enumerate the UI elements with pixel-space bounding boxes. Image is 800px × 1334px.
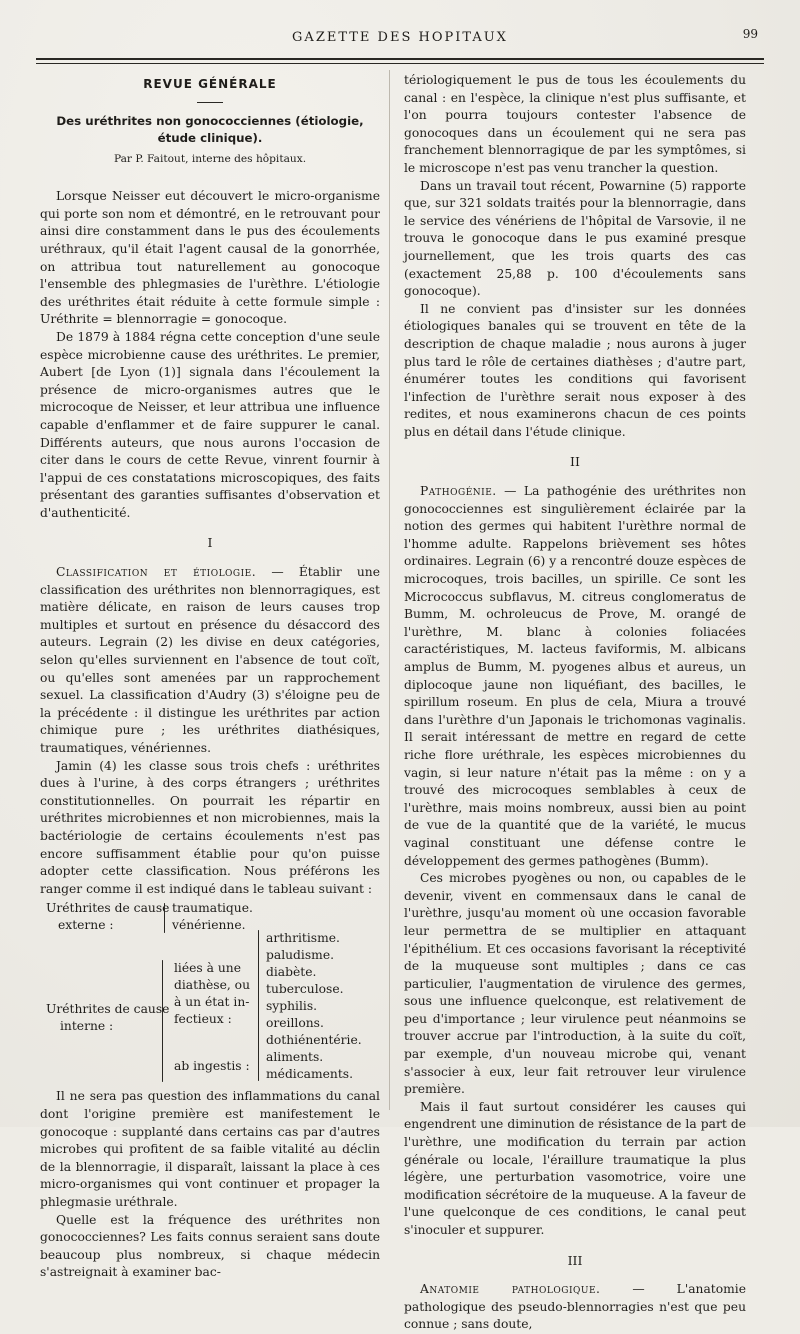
left-column bbox=[40, 72, 380, 1282]
paragraph-text: — L'anatomie pathologique des pseudo-blennorragies n'est que peu connue ; sans doute, bbox=[404, 1282, 746, 1332]
paragraph: Dans un travail tout récent, Powarnine (5) rapporte que, sur 321 soldats traités pour la blennorragie, dans le service des vénériens de l'hôpital de Varsovie, il ne trouva le gonocoque dans le pus examiné presque journellement, que les trois quarts des cas (exactement 25,88 p. 100 d'écoulements sans gonocoque). bbox=[404, 178, 746, 299]
table-item: paludisme. bbox=[266, 948, 335, 963]
section-number: II bbox=[570, 454, 580, 470]
header-rule bbox=[36, 58, 764, 60]
column-divider bbox=[389, 70, 390, 1110]
brace bbox=[258, 1051, 259, 1081]
table-label: Uréthrites de cause bbox=[46, 1002, 170, 1017]
section-number: I bbox=[207, 535, 213, 551]
table-item: dothiénentérie. bbox=[266, 1033, 362, 1048]
table-item: aliments. bbox=[266, 1050, 324, 1065]
table-item: liées à une bbox=[174, 961, 241, 976]
paragraph-heading: Pathogénie. bbox=[420, 484, 497, 499]
table-item: vénérienne. bbox=[172, 918, 246, 933]
paragraph: Lorsque Neisser eut découvert le micro-organisme qui porte son nom et démontré, en le retrouvant pour ainsi dire constamment dans le pus des écoulements uréthraux, qu'il était l'agent causal de la gonorrhée, on attribua tout naturellement au gonocoque l'ensemble des phlegmasies de l'urèthre. L'étiologie des uréthrites était réduite à cette formule simple : Uréthrite = blennorragie = gonocoque. bbox=[40, 189, 380, 327]
table-item: à un état in- bbox=[174, 995, 250, 1010]
article-title-line1: Des uréthrites non gonococciennes (étiologie, bbox=[56, 113, 364, 128]
paragraph bbox=[404, 1281, 746, 1334]
page-number: 99 bbox=[742, 27, 758, 41]
section-rule bbox=[197, 102, 223, 103]
paragraph: Quelle est la fréquence des uréthrites non gonococciennes? Les faits connus seraient sans doute beaucoup plus nombreux, si chaque médecin s'astreignait à examiner bac- bbox=[40, 1212, 380, 1280]
byline: Par P. Faitout, interne des hôpitaux. bbox=[113, 152, 307, 165]
right-column bbox=[404, 72, 746, 1334]
paragraph-text: — La pathogénie des uréthrites non gonococciennes est singulièrement éclairée par la notion des germes qui habitent l'urèthre normal de l'homme adulte. Rappelons brièvement ses hôtes ordinaires. Legrain (6) y a rencontré douze espèces de microcoques, trois bacilles, un spirille. Ce sont les Micrococcus subflavus, M. citreus conglomeratus de Bumm, M. ochroleucus de Prove, M. orangé de l'urèthre, M. blanc à colonies foliacées caractéristiques, M. lacteus faviformis, M. albicans amplus de Bumm, M. pyogenes albus et aureus, un diplocoque jaune non liquéfiant, des bacilles, le spirillum roseum. En plus de cela, Miura a trouvé dans l'urèthre d'un Japonais le trichomonas vaginalis. Il serait intéressant de mettre en regard de cette riche flore uréthrale, les espèces microbiennes du vagin, si leur nature n'était pas la même : on y a trouvé des microcoques semblables à ceux de l'urèthre, mais moins nombreux, aussi bien au point de vue de la quantité que de la variété, le mucus vaginal constituant une défense contre le développement des germes pathogènes (Bumm). bbox=[404, 484, 746, 868]
paragraph-text: — Établir une classification des uréthrites non blennorragiques, est matière délicate, en raison de leurs causes trop multiples et surtout en présence du désaccord des auteurs. Legrain (2) les divise en deux catégories, selon qu'elles surviennent en l'absence de tout coït, ou qu'elles sont amenées par un rapprochement sexuel. La classification d'Audry (3) s'éloigne peu de la précédente : il distingue les uréthrites par action chimique pure ; les uréthrites diathésiques, traumatiques, vénériennes. bbox=[40, 565, 380, 755]
brace bbox=[258, 930, 259, 1064]
table-item: ab ingestis : bbox=[174, 1059, 250, 1074]
paragraph: De 1879 à 1884 régna cette conception d'une seule espèce microbienne cause des uréthrites. Le premier, Aubert [de Lyon (1)] signala dans l'écoulement la présence de micro-organismes autres que le microcoque de Neisser, et leur attribua une influence capable d'enflammer et de faire suppurer le canal. Différents auteurs, que nous aurons l'occasion de citer dans le cours de cette Revue, vinrent fournir à l'appui de ces constatations microscopiques, des faits présentant des garanties suffisantes d'observation et d'authenticité. bbox=[40, 329, 380, 520]
article-title-line2: étude clinique). bbox=[157, 130, 263, 145]
paragraph: tériologiquement le pus de tous les écoulements du canal : en l'espèce, la clinique n'est plus suffisante, et l'on pourra toujours contester l'absence de gonocoques dans un écoulement qui ne sera pas franchement blennorragique de par les symptômes, si le microscope n'est pas venu trancher la question. bbox=[404, 73, 746, 175]
table-item: diabète. bbox=[266, 965, 317, 980]
journal-title: GAZETTE DES HOPITAUX bbox=[292, 30, 508, 45]
header-rule-thin bbox=[36, 63, 764, 64]
paragraph-heading: Anatomie pathologique. bbox=[420, 1282, 601, 1297]
table-item: médicaments. bbox=[266, 1067, 353, 1082]
table-item: arthritisme. bbox=[266, 931, 340, 946]
section-number: III bbox=[567, 1252, 583, 1268]
paragraph bbox=[404, 483, 746, 870]
page-header bbox=[36, 24, 764, 54]
paragraph: Mais il faut surtout considérer les causes qui engendrent une diminution de résistance de la part de l'urèthre, une modification du terrain par action générale ou locale, l'éraillure traumatique la plus légère, une perturbation vasomotrice, voire une modification sécrétoire de la muqueuse. A la faveur de l'une quelconque de ces conditions, le canal peut s'inoculer et suppurer. bbox=[404, 1099, 746, 1237]
paragraph: Il ne sera pas question des inflammations du canal dont l'origine première est manifestement le gonocoque : supplanté dans certains cas par d'autres microbes qui profitent de sa faible vitalité au déclin de la blennorragie, il disparaît, laissant la place à ces micro-organismes qui vont continuer et propager la phlegmasie uréthrale. bbox=[40, 1089, 380, 1209]
table-item: diathèse, ou bbox=[174, 978, 251, 993]
table-item: tuberculose. bbox=[266, 982, 344, 997]
brace bbox=[164, 903, 165, 933]
paragraph: Il ne convient pas d'insister sur les données étiologiques banales qui se trouvent en tête de la description de chaque maladie ; nous aurons à juger plus tard le rôle de certaines diathèses ; d'autre part, énumérer toutes les conditions qui favorisent l'infection de l'urèthre serait nous exposer à des redites, et nous examinerons chacun de ces points plus en détail dans l'étude clinique. bbox=[404, 301, 746, 439]
paragraph bbox=[40, 564, 380, 758]
table-item: syphilis. bbox=[266, 999, 318, 1014]
table-item: oreillons. bbox=[266, 1016, 324, 1031]
article-title bbox=[40, 113, 380, 147]
paragraph: Jamin (4) les classe sous trois chefs : uréthrites dues à l'urine, à des corps étrangers ; uréthrites constitutionnelles. On pourrait les répartir en uréthrites microbiennes et non microbiennes, mais la bactériologie de certains écoulements n'est pas encore suffisamment établie pour qu'on puisse adopter cette classification. Nous préférons les ranger comme il est indiqué dans le tableau suivant : bbox=[40, 758, 380, 896]
table-label: Uréthrites de cause bbox=[46, 901, 170, 916]
table-item: fectieux : bbox=[174, 1012, 232, 1027]
classification-table bbox=[40, 900, 380, 1082]
table-label: interne : bbox=[60, 1019, 114, 1034]
paragraph: Ces microbes pyogènes ou non, ou capables de le devenir, vivent en commensaux dans le canal de l'urèthre, jusqu'au moment où une occasion favorable leur permettra de se multiplier en attaquant l'épithélium. Et ces occasions favorisant la réceptivité de la muqueuse sont multiples ; dans ce cas particulier, l'augmentation de virulence des germes, sous une influence quelconque, est relativement de peu d'importance ; leur virulence peut néanmoins se trouver accrue par l'introduction, à la suite du coït, par exemple, d'un nouveau microbe qui, venant s'associer à eux, leur fait retrouver leur virulence première. bbox=[404, 871, 746, 1097]
table-label: externe : bbox=[58, 918, 114, 933]
brace bbox=[162, 960, 163, 1082]
section-heading: REVUE GÉNÉRALE bbox=[143, 77, 277, 91]
table-item: traumatique. bbox=[172, 901, 253, 916]
paragraph-heading: Classification et étiologie. bbox=[56, 565, 257, 580]
